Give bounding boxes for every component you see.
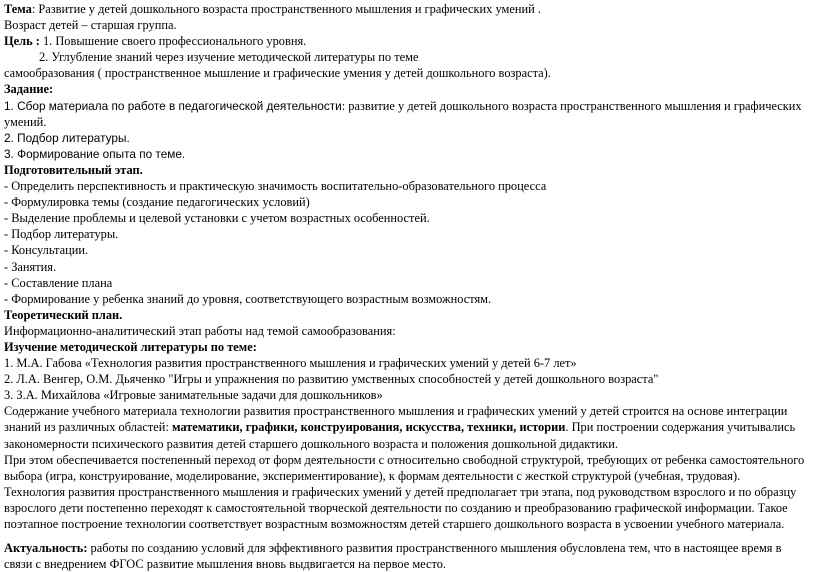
relevance-paragraph [4, 540, 812, 572]
relevance-text: работы по созданию условий для эффективного развития пространственного мышления обусловлена тем, что в настоящее время в связи с внедрением ФГОС развитие мышления вновь выдвигается на первое место. [4, 541, 782, 572]
literature-item: 3. З.А. Михайлова «Игровые занимательные задачи для дошкольников» [4, 388, 383, 403]
topic-text: : Развитие у детей дошкольного возраста пространственного мышления и графических умений . [31, 2, 541, 16]
list-item: - Выделение проблемы и целевой установки с учетом возрастных особенностей. [4, 211, 430, 226]
list-item: - Формулировка темы (создание педагогических условий) [4, 195, 310, 210]
content-paragraph-2: При этом обеспечивается постепенный переход от форм деятельности с относительно свободной структурой, требующих от ребенка самостоятельного выбора (игра, конструирование, моделирование, экспериментирование), к формам деятельности с жесткой структурой (учебная, трудовая). [4, 452, 805, 483]
content-paragraph-3: Технология развития пространственного мышления и графических умений у детей предполагает три этапа, под руководством взрослого и по образцу взрослого дети постепенно переходят к самостоятельной творческой деятельности по созданию и преобразованию графической информации. Такое поэтапное построение технологии соответствует возрастным возможностям детей старшего дошкольного возраста в усвоении учебного материала. [4, 484, 797, 531]
task-item-2: 2. Подбор литературы. [4, 130, 130, 145]
topic-line [4, 1, 812, 17]
literature-item: 2. Л.А. Венгер, О.М. Дьяченко "Игры и упражнения по развитию умственных способностей у детей дошкольного возраста" [4, 372, 659, 387]
goal-item-1: 1. Повышение своего профессионального уровня. [39, 34, 307, 49]
content-p1-start: Содержание учебного материала технологии развития пространственного мышления и графических умений у детей строится на основе интеграции знаний из различных областей: [4, 404, 788, 435]
goal-item-2-cont: самообразования ( пространственное мышление и графические умения у детей дошкольного возраста). [4, 66, 551, 81]
list-item: - Занятия. [4, 259, 57, 274]
content-p1-end: . При построении содержания учитывались закономерности психического развития детей старшего дошкольного возраста и положения дошкольной дидактики. [4, 420, 796, 451]
literature-item: 1. М.А. Габова «Технология развития пространственного мышления и графических умений у детей 6-7 лет» [4, 356, 577, 371]
list-item: - Формирование у ребенка знаний до уровня, соответствующего возрастным возможностям. [4, 291, 492, 306]
content-p1-bold: математики, графики, конструирования, искусства, техники, истории [171, 420, 566, 435]
task-heading: Задание: [4, 82, 54, 97]
goal-item-2: 2. Углубление знаний через изучение методической литературы по теме [39, 50, 419, 65]
theory-heading: Теоретический план. [4, 307, 123, 322]
literature-heading: Изучение методической литературы по теме: [4, 339, 257, 354]
goal-line [4, 33, 812, 49]
task-item-3: 3. Формирование опыта по теме. [4, 146, 186, 161]
list-item: - Консультации. [4, 243, 89, 258]
list-item: - Определить перспективность и практическую значимость воспитательно-образовательного процесса [4, 179, 547, 194]
topic-label: Тема [4, 2, 32, 16]
theory-subtitle: Информационно-аналитический этап работы над темой самообразования: [4, 323, 396, 338]
goal-label: Цель : [4, 34, 40, 49]
age-line: Возраст детей – старшая группа. [4, 18, 177, 33]
list-item: - Подбор литературы. [4, 227, 119, 242]
content-paragraph-1 [4, 403, 812, 451]
preparatory-heading: Подготовительный этап. [4, 162, 143, 177]
list-item: - Составление плана [4, 275, 113, 290]
paragraph-gap [4, 532, 812, 540]
task-item-1-text: : развитие у детей дошкольного возраста пространственного мышления и графических умений. [4, 98, 802, 129]
task-item-1 [4, 98, 812, 130]
task-item-1-label: 1. Сбор материала по работе в педагогической деятельности [4, 98, 342, 113]
relevance-label: Актуальность: [4, 541, 88, 556]
